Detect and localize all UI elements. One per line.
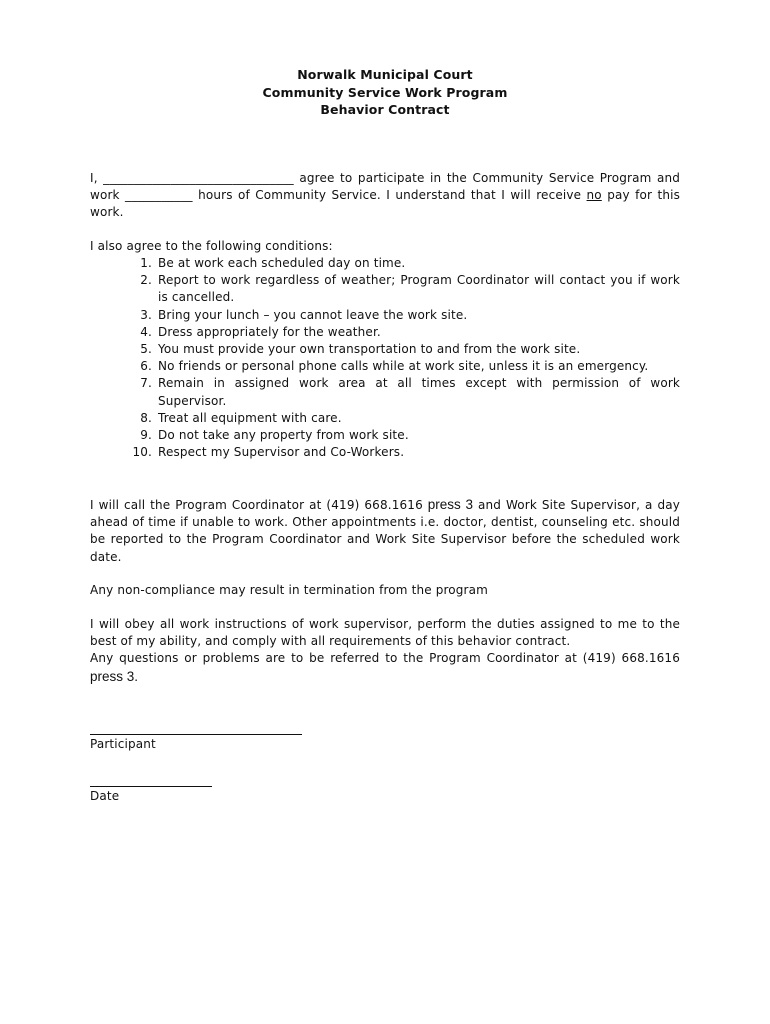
intro-text-part2: pay for this work. [90,188,680,220]
program-name: Community Service Work Program [262,84,508,100]
noncompliance-paragraph: Any non-compliance may result in termination from the program [90,583,488,597]
list-item [90,255,680,272]
list-item [90,375,680,409]
list-item [90,324,680,341]
questions-press-option: press 3. [90,668,139,684]
list-item-text: Do not take any property from work site. [158,428,409,443]
list-item [90,272,680,306]
list-item-number: 6. [140,359,152,374]
intro-emphasis-no: no [586,188,602,203]
list-item-text: Report to work regardless of weather; Program Coordinator will contact you if work is cancelled. [158,273,680,305]
list-item [90,444,680,461]
list-item [90,358,680,375]
document-header [0,66,770,119]
obey-paragraph [90,616,680,686]
list-item-number: 4. [140,324,152,339]
list-item [90,427,680,444]
list-item [90,410,680,427]
date-signature-line [90,786,212,787]
list-item-text: Respect my Supervisor and Co-Workers. [158,445,405,460]
call-paragraph [90,496,680,566]
list-item [90,341,680,358]
intro-text-part1: I, _______________________________ agree to participate in the Community Service Program and work ___________ hours of Community Service. I understand that I will receive [90,171,680,203]
questions-text: Any questions or problems are to be referred to the Program Coordinator at (419) 668.1616 [90,651,680,666]
list-item-number: 7. [140,376,152,391]
court-name: Norwalk Municipal Court [297,67,473,82]
list-item-text: Remain in assigned work area at all times except with permission of work Supervisor. [158,376,680,408]
obey-text-line1: I will obey all work instructions of work supervisor, perform the duties assigned to me to the best of my ability, and comply with all requirements of this behavior contract. [90,617,680,649]
contract-title: Behavior Contract [320,102,450,117]
conditions-list [90,255,680,461]
list-item [90,307,680,324]
call-text-part2: and Work Site Supervisor, a day ahead of time if unable to work. Other appointments i.e. doctor, dentist, counseling etc. should be reported to the Program Coordinator and Work Site Supervisor before the scheduled work date. [90,498,680,564]
list-item-number: 9. [140,428,152,443]
list-item-number: 5. [140,342,152,357]
list-item-text: Dress appropriately for the weather. [158,324,381,339]
list-item-number: 3. [140,307,152,322]
list-item-text: Treat all equipment with care. [158,410,342,425]
list-item-number: 8. [140,410,152,425]
list-item-text: No friends or personal phone calls while at work site, unless it is an emergency. [158,359,649,374]
participant-label: Participant [90,737,156,751]
list-item-text: Bring your lunch – you cannot leave the work site. [158,307,468,322]
list-item-number: 10. [132,445,152,460]
intro-paragraph [90,170,680,222]
questions-line [90,650,680,685]
call-press-option: press 3 [427,497,474,512]
list-item-text: You must provide your own transportation to and from the work site. [158,342,581,357]
list-item-number: 1. [140,256,152,270]
participant-signature-line [90,734,302,735]
date-label: Date [90,789,120,803]
list-item-text: Be at work each scheduled day on time. [158,256,406,270]
conditions-intro: I also agree to the following conditions: [90,239,333,253]
list-item-number: 2. [140,273,152,288]
call-text-part1: I will call the Program Coordinator at (419) 668.1616 [90,498,428,512]
